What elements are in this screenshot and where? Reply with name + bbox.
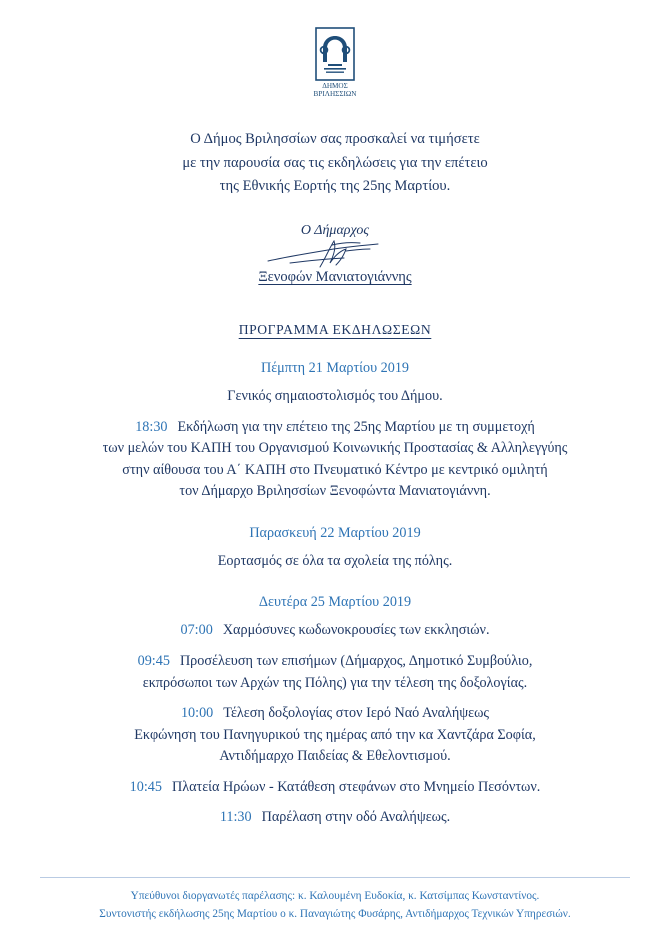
program-entry-line bbox=[40, 673, 630, 695]
footer-line-2: Συντονιστής εκδήλωσης 25ης Μαρτίου ο κ. Παναγιώτης Φυσάρης, Αντιδήμαρχος Τεχνικών Υπηρεσιών. bbox=[99, 907, 571, 920]
program-day-title: Δευτέρα 25 Μαρτίου 2019 bbox=[258, 594, 412, 611]
program-heading bbox=[40, 322, 630, 338]
intro-line-1: Ο Δήμος Βριλησσίων σας προσκαλεί να τιμήσετε bbox=[190, 131, 480, 147]
program-entry bbox=[40, 807, 630, 829]
program-entry-time: 10:45 bbox=[129, 778, 162, 795]
invitation-intro bbox=[40, 128, 630, 199]
program-entry-time: 09:45 bbox=[137, 652, 170, 669]
program-entry-text: Τέλεση δοξολογίας στον Ιερό Ναό Αναλήψεως bbox=[223, 705, 490, 722]
footer-divider bbox=[40, 877, 630, 878]
program-heading-text: ΠΡΟΓΡΑΜΜΑ ΕΚΔΗΛΩΣΕΩΝ bbox=[238, 321, 432, 337]
program-entry-line bbox=[40, 481, 630, 503]
program-entry-line bbox=[40, 551, 630, 573]
program-entry-time: 18:30 bbox=[135, 418, 168, 435]
program-entry bbox=[40, 551, 630, 573]
program-entry bbox=[40, 386, 630, 408]
program-entry bbox=[40, 620, 630, 642]
program-entry bbox=[40, 703, 630, 768]
program-entry-text: Γενικός σημαιοστολισμός του Δήμου. bbox=[227, 387, 443, 404]
program-entry-line bbox=[40, 417, 630, 439]
logo-container bbox=[40, 0, 630, 98]
program-entry-line bbox=[40, 725, 630, 747]
program-day-title: Πέμπτη 21 Μαρτίου 2019 bbox=[260, 359, 410, 376]
program-entry-text: εκπρόσωποι των Αρχών της Πόλης) για την τέλεση της δοξολογίας. bbox=[142, 674, 528, 691]
program-entry-time: 07:00 bbox=[180, 622, 213, 639]
program-entry-line bbox=[40, 386, 630, 408]
program-entry-line bbox=[40, 460, 630, 482]
municipality-emblem-icon bbox=[298, 26, 372, 98]
program-entry-line bbox=[40, 807, 630, 829]
program-entry-text: Εορτασμός σε όλα τα σχολεία της πόλης. bbox=[217, 552, 453, 569]
program-entry-line bbox=[40, 438, 630, 460]
program-entry-text: Εκδήλωση για την επέτειο της 25ης Μαρτίου με τη συμμετοχή bbox=[177, 418, 535, 435]
program-entry-text: στην αίθουσα του Α΄ ΚΑΠΗ στο Πνευματικό Κέντρο με κεντρικό ομιλητή bbox=[122, 461, 548, 478]
program-entry-time: 11:30 bbox=[219, 809, 252, 826]
program-entry-text: των μελών του ΚΑΠΗ του Οργανισμού Κοινωνικής Προστασίας & Αλληλεγγύης bbox=[102, 440, 568, 457]
program-entry-text: Πλατεία Ηρώων - Κατάθεση στεφάνων στο Μνημείο Πεσόντων. bbox=[171, 778, 541, 795]
program-entry-line bbox=[40, 651, 630, 673]
program-entry-text: τον Δήμαρχο Βριλησσίων Ξενοφώντα Μανιατογιάννη. bbox=[179, 483, 491, 500]
program-day bbox=[40, 360, 630, 503]
intro-line-3: της Εθνικής Εορτής της 25ης Μαρτίου. bbox=[219, 178, 451, 195]
footer bbox=[40, 877, 630, 923]
program-entry bbox=[40, 777, 630, 799]
program-day-title: Παρασκευή 22 Μαρτίου 2019 bbox=[249, 524, 421, 541]
handwritten-signature-icon bbox=[40, 237, 630, 273]
program-days bbox=[40, 360, 630, 829]
program-entry bbox=[40, 417, 630, 503]
mayor-title: Ο Δήμαρχος bbox=[300, 222, 370, 238]
program-entry-line bbox=[40, 746, 630, 768]
program-day bbox=[40, 525, 630, 573]
footer-line-1: Υπεύθυνοι διοργανωτές παρέλασης: κ. Καλουμένη Ευδοκία, κ. Κατσίμπας Κωνσταντίνος. bbox=[130, 889, 540, 902]
program-entry-line bbox=[40, 703, 630, 725]
program-entry-text: Εκφώνηση του Πανηγυρικού της ημέρας από την κα Χαντζάρα Σοφία, bbox=[134, 726, 536, 743]
program-entry-text: Αντιδήμαρχο Παιδείας & Εθελοντισμού. bbox=[219, 748, 451, 765]
program-entry bbox=[40, 651, 630, 694]
program-entry-text: Προσέλευση των επισήμων (Δήμαρχος, Δημοτικό Συμβούλιο, bbox=[179, 652, 533, 669]
program-entry-text: Παρέλαση στην οδό Αναλήψεως. bbox=[261, 809, 451, 826]
program-entry-line bbox=[40, 620, 630, 642]
program-entry-line bbox=[40, 777, 630, 799]
program-entry-text: Χαρμόσυνες κωδωνοκρουσίες των εκκλησιών. bbox=[222, 622, 490, 639]
svg-text:ΔΗΜΟΣ: ΔΗΜΟΣ bbox=[322, 82, 348, 90]
intro-line-2: με την παρουσία σας τις εκδηλώσεις για την επέτειο bbox=[182, 154, 488, 171]
mayor-name: Ξενοφών Μανιατογιάννης bbox=[258, 268, 412, 285]
svg-text:ΒΡΙΛΗΣΣΙΩΝ: ΒΡΙΛΗΣΣΙΩΝ bbox=[313, 90, 357, 98]
program-entry-time: 10:00 bbox=[180, 705, 214, 722]
program-day bbox=[40, 594, 630, 829]
